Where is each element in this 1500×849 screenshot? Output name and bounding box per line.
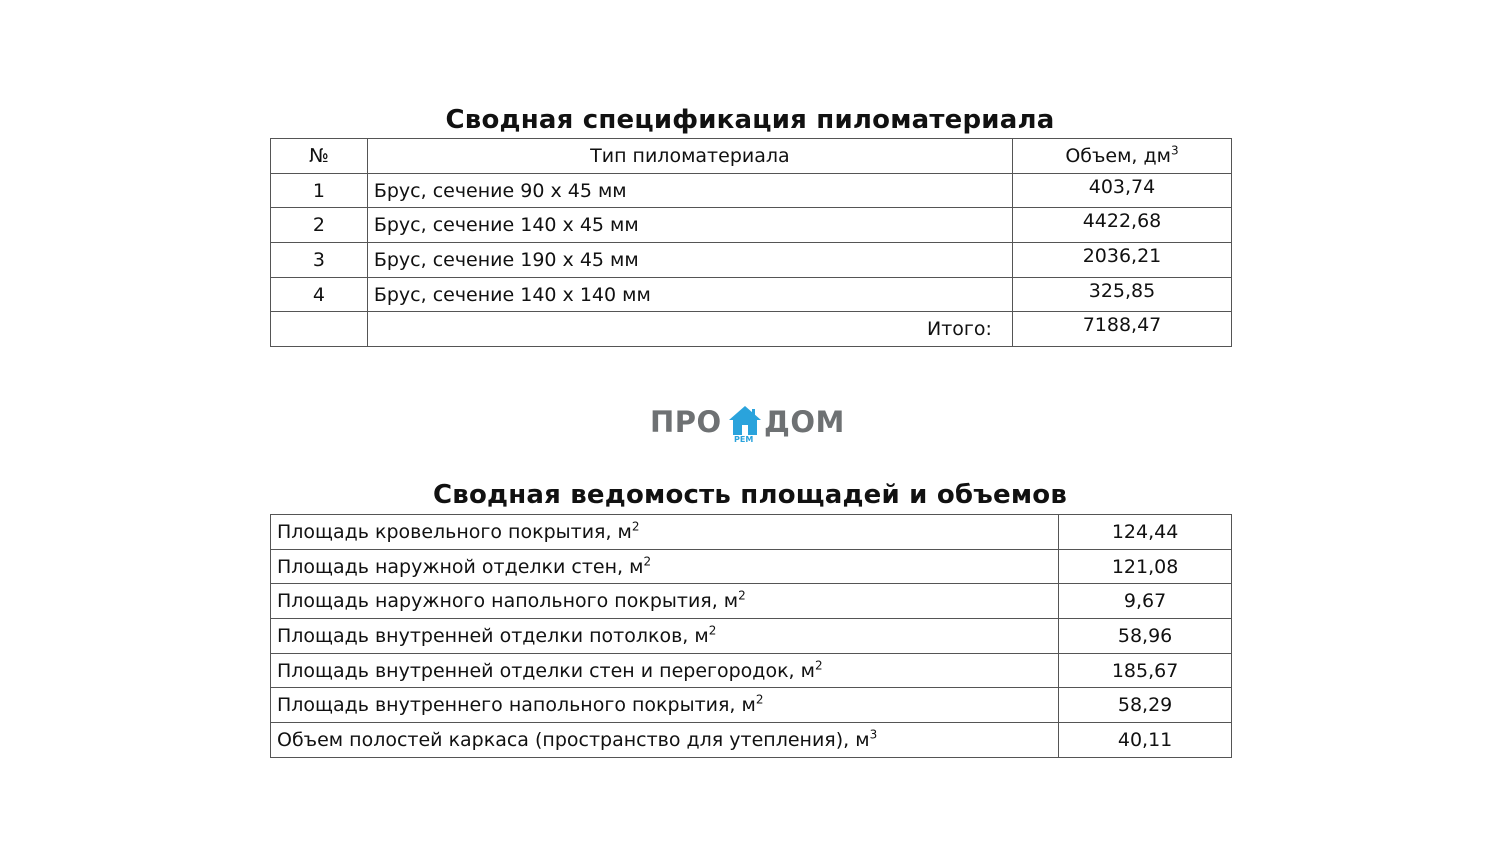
row-value: 124,44 (1059, 515, 1232, 550)
row-volume (1012, 243, 1231, 278)
areas-title: Сводная ведомость площадей и объемов (433, 480, 1067, 510)
row-type: Брус, сечение 190 х 45 мм (367, 243, 1012, 278)
table-row (271, 208, 1232, 243)
row-volume-value: 403,74 (1088, 175, 1156, 198)
total-label: Итого: (367, 312, 1012, 347)
total-row (271, 312, 1232, 347)
row-volume-value: 4422,68 (1082, 210, 1162, 233)
unit-sup: 2 (631, 519, 640, 534)
row-label (271, 653, 1059, 688)
row-label (271, 723, 1059, 758)
total-volume-value: 7188,47 (1082, 314, 1162, 337)
header-num: № (271, 139, 368, 174)
table-row (271, 653, 1232, 688)
row-label (271, 549, 1059, 584)
table-row (271, 723, 1232, 758)
unit-sup: 2 (643, 554, 652, 569)
row-value: 121,08 (1059, 549, 1232, 584)
row-label (271, 584, 1059, 619)
spec-title: Сводная спецификация пиломатериала (445, 105, 1055, 135)
prodom-logo (650, 402, 850, 448)
total-volume (1012, 312, 1231, 347)
row-label (271, 688, 1059, 723)
row-label-text: Объем полостей каркаса (пространство для утепления), м (277, 728, 870, 751)
row-label-text: Площадь внутренней отделки потолков, м (277, 624, 709, 647)
row-type: Брус, сечение 90 х 45 мм (367, 173, 1012, 208)
row-type: Брус, сечение 140 х 140 мм (367, 277, 1012, 312)
row-label (271, 619, 1059, 654)
row-num: 3 (271, 243, 368, 278)
logo-text-left: ПРО (650, 405, 722, 439)
row-volume (1012, 173, 1231, 208)
header-volume-sup: 3 (1170, 143, 1179, 158)
logo-subtext: РЕМ (734, 435, 754, 444)
unit-sup: 3 (869, 727, 878, 742)
row-label-text: Площадь наружного напольного покрытия, м (277, 590, 739, 613)
unit-sup: 2 (755, 692, 764, 707)
row-volume (1012, 277, 1231, 312)
row-volume (1012, 208, 1231, 243)
row-label-text: Площадь внутренней отделки стен и перегородок, м (277, 659, 815, 682)
row-label-text: Площадь кровельного покрытия, м (277, 520, 632, 543)
row-volume-value: 325,85 (1088, 279, 1156, 302)
header-volume-label: Объем, дм (1065, 144, 1171, 167)
logo-text-right: ДОМ (764, 405, 845, 439)
row-value: 58,29 (1059, 688, 1232, 723)
row-value: 185,67 (1059, 653, 1232, 688)
table-header-row (271, 139, 1232, 174)
table-row (271, 688, 1232, 723)
header-type: Тип пиломатериала (367, 139, 1012, 174)
table-row (271, 515, 1232, 550)
table-row (271, 243, 1232, 278)
row-num: 2 (271, 208, 368, 243)
row-value: 58,96 (1059, 619, 1232, 654)
row-volume-value: 2036,21 (1082, 244, 1162, 267)
row-num: 4 (271, 277, 368, 312)
table-row (271, 584, 1232, 619)
row-label (271, 515, 1059, 550)
unit-sup: 2 (708, 623, 717, 638)
unit-sup: 2 (738, 588, 746, 603)
table-row (271, 173, 1232, 208)
table-row (271, 277, 1232, 312)
table-row (271, 549, 1232, 584)
lumber-spec-table (270, 138, 1232, 347)
table-row (271, 619, 1232, 654)
row-value: 9,67 (1059, 584, 1232, 619)
areas-volumes-table (270, 514, 1232, 758)
row-type: Брус, сечение 140 х 45 мм (367, 208, 1012, 243)
header-volume (1012, 139, 1231, 174)
total-empty-cell (271, 312, 368, 347)
row-label-text: Площадь наружной отделки стен, м (277, 555, 644, 578)
row-label-text: Площадь внутреннего напольного покрытия, м (277, 694, 756, 717)
row-value: 40,11 (1059, 723, 1232, 758)
unit-sup: 2 (814, 658, 823, 673)
row-num: 1 (271, 173, 368, 208)
